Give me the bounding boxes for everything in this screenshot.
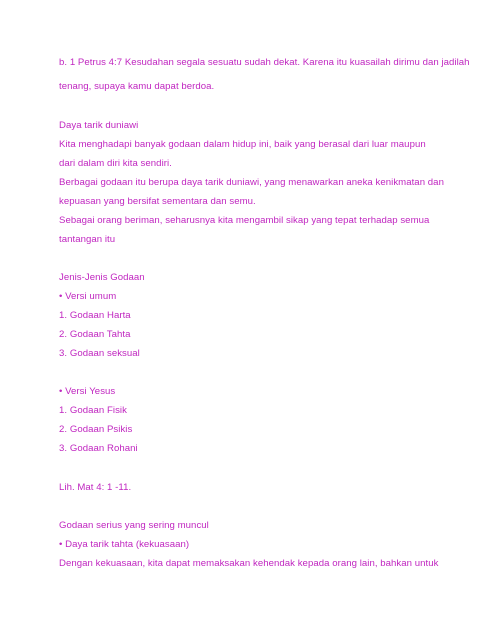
bullet-item: • Versi Yesus [59, 386, 116, 397]
verse-line-2: tenang, supaya kamu dapat berdoa. [59, 81, 215, 92]
section-heading-jenis-godaan: Jenis-Jenis Godaan [59, 272, 145, 283]
section-heading-daya-tarik: Daya tarik duniawi [59, 120, 139, 131]
reference-line: Lih. Mat 4: 1 -11. [59, 482, 132, 493]
list-item: 3. Godaan seksual [59, 348, 140, 359]
paragraph-line: Berbagai godaan itu berupa daya tarik duniawi, yang menawarkan aneka kenikmatan dan [59, 177, 444, 188]
verse-line-1: b. 1 Petrus 4:7 Kesudahan segala sesuatu sudah dekat. Karena itu kuasailah dirimu dan jadilah [59, 57, 470, 68]
bullet-item: • Versi umum [59, 291, 117, 302]
list-item: 3. Godaan Rohani [59, 443, 138, 454]
section-heading-godaan-serius: Godaan serius yang sering muncul [59, 520, 209, 531]
bullet-item: • Daya tarik tahta (kekuasaan) [59, 539, 190, 550]
paragraph-line: kepuasan yang bersifat sementara dan semu. [59, 196, 256, 207]
list-item: 2. Godaan Psikis [59, 424, 133, 435]
paragraph-line: Kita menghadapi banyak godaan dalam hidup ini, baik yang berasal dari luar maupun [59, 139, 426, 150]
paragraph-line: tantangan itu [59, 234, 116, 245]
list-item: 2. Godaan Tahta [59, 329, 131, 340]
list-item: 1. Godaan Fisik [59, 405, 127, 416]
paragraph-line: Sebagai orang beriman, seharusnya kita mengambil sikap yang tepat terhadap semua [59, 215, 430, 226]
paragraph-line: Dengan kekuasaan, kita dapat memaksakan kehendak kepada orang lain, bahkan untuk [59, 558, 439, 569]
list-item: 1. Godaan Harta [59, 310, 131, 321]
paragraph-line: dari dalam diri kita sendiri. [59, 158, 172, 169]
